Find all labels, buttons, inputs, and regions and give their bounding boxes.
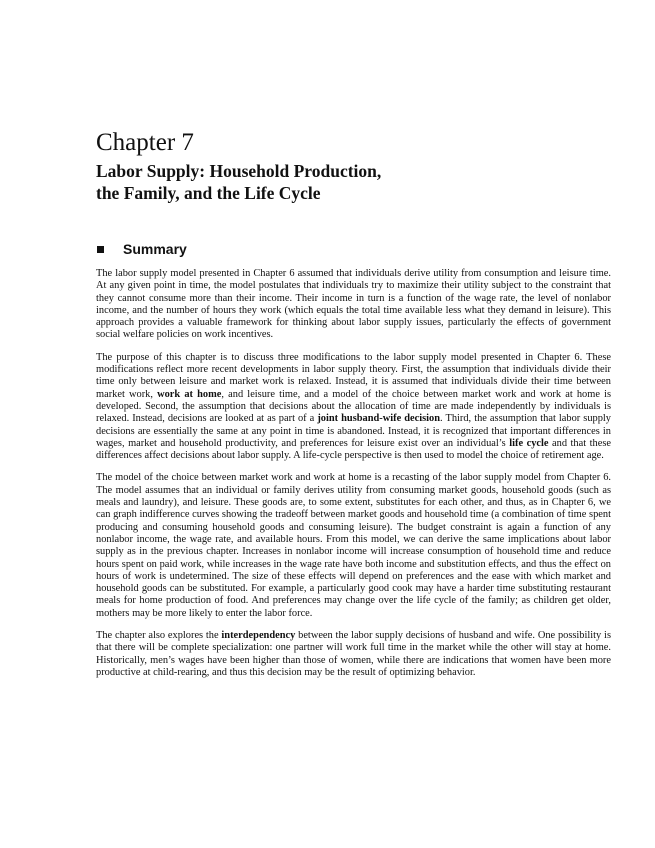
chapter-title xyxy=(96,160,381,204)
chapter-title-line-1: Labor Supply: Household Production, xyxy=(96,161,382,181)
key-term-interdependency: interdependency xyxy=(221,630,296,642)
paragraph-2-text-c: . Third, the assumption that labor supply decisions are essentially the same at any point in time is abandoned. Instead, it is recognized that important differences in wages, market and household productivity, and preferences for leisure exist over an individual’s xyxy=(96,413,611,449)
chapter-label: Chapter 7 xyxy=(96,129,194,156)
section-heading xyxy=(96,240,187,258)
square-bullet-icon xyxy=(97,246,104,253)
paragraph-4-text-a: The chapter also explores the xyxy=(96,630,222,642)
paragraph-2-text-d: and that these differences affect decisions about labor supply. A life-cycle perspective is then used to model the choice of retirement age. xyxy=(96,437,611,462)
paragraph-2-text-b: , and leisure time, and a model of the choice between market work and work at home is developed. Second, the assumption that decisions about the allocation of time are made independently by individuals is relaxed. Instead, decisions are looked at as part of a xyxy=(96,388,612,425)
key-term-joint-decision: joint husband-wife decision xyxy=(317,413,441,425)
key-term-work-at-home: work at home xyxy=(157,388,222,400)
paragraph-2 xyxy=(96,352,611,463)
paragraph-1: The labor supply model presented in Chapter 6 assumed that individuals derive utility from consumption and leisure time. At any given point in time, the model postulates that individuals try to maximize their utility subject to the constraint that they cannot consume more than their income. Their income in turn is a function of the wage rate, the level of nonlabor income, and the number of hours they work (which equals the total time available less what they demand in leisure). This approach provides a valuable framework for thinking about labor supply issues, particularly the effects of government social welfare policies on work incentives. xyxy=(96,268,611,341)
key-term-life-cycle: life cycle xyxy=(509,437,549,449)
paragraph-2-text-a: The purpose of this chapter is to discuss three modifications to the labor supply model presented in Chapter 6. These modifications reflect more recent developments in labor supply theory. First, the assumption that individuals divide their time only between leisure and market work is relaxed. Instead, it is assumed that individuals divide their time between market work, xyxy=(96,351,611,400)
summary-body xyxy=(96,268,611,689)
paragraph-4 xyxy=(96,630,611,679)
section-heading-text: Summary xyxy=(123,241,187,257)
paragraph-3: The model of the choice between market work and work at home is a recasting of the labor supply model from Chapter 6. The model assumes that an individual or family derives utility from consuming market goods, household goods (such as meals and laundry), and leisure. These goods are, to some extent, substitutes for each other, and thus, as in Chapter 6, we can graph indifference curves showing the tradeoff between market goods and household time (a combination of time spent producing and consuming household goods and consuming leisure). The budget constraint is again a function of any nonlabor income, the wage rate, and available hours. From this model, we can derive the same implications about labor supply as in the previous chapter. Increases in nonlabor income will increase consumption of household time and reduce hours spent on paid work, while increases in the wage rate have both income and substitution effects, and thus the effect on hours of work is undetermined. The size of these effects will depend on preferences and the ease with which market and household goods can be substituted. For example, a particularly good cook may have a harder time substituting restaurant meals for home production of food. And preferences may change over the life cycle of the family; as children get older, mothers may be more likely to enter the labor force. xyxy=(96,472,611,619)
chapter-title-line-2: the Family, and the Life Cycle xyxy=(96,183,321,203)
paragraph-4-text-b: between the labor supply decisions of husband and wife. One possibility is that there will be complete specialization: one partner will work full time in the market while the other will stay at home. Historically, men’s wages have been higher than those of women, while there are indications that women have been more productive at child-rearing, and thus this decision may be the result of optimizing behavior. xyxy=(96,630,611,678)
